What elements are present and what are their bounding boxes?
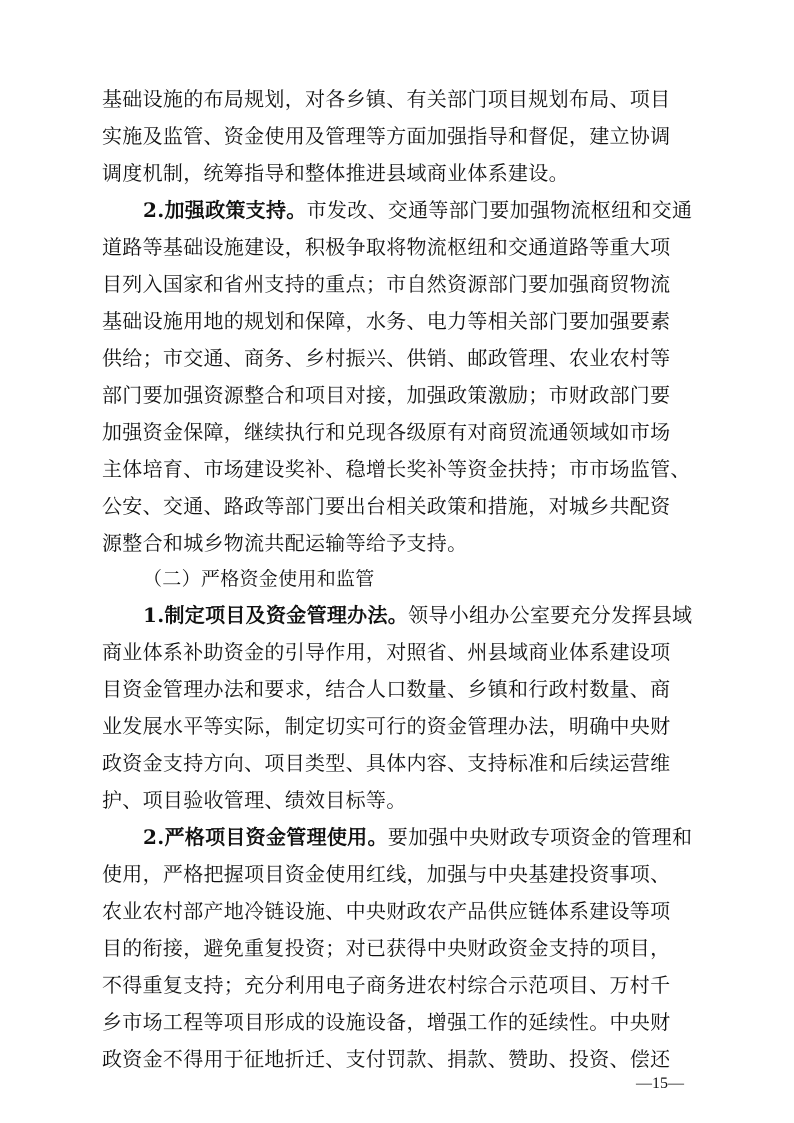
page-number: —15— [636,1075,684,1092]
paragraph-text: 领导小组办公室要充分发挥县域 [408,603,693,627]
paragraph-text: 市发改、交通等部门要加强物流枢纽和交通 [306,198,693,222]
paragraph-line: 护、项目验收管理、绩效目标等。 [102,788,407,812]
paragraph-line: 业发展水平等实际，制定切实可行的资金管理办法，明确中央财 [102,714,671,738]
paragraph-line: 乡市场工程等项目形成的设施设备，增强工作的延续性。中央财 [102,1010,671,1034]
paragraph-line: 目列入国家和省州支持的重点；市自然资源部门要加强商贸物流 [102,272,671,296]
paragraph-heading: 2.加强政策支持。 [143,198,307,222]
paragraph-line: 商业体系补助资金的引导作用，对照省、州县域商业体系建设项 [102,640,671,664]
paragraph-first-line [143,600,703,630]
paragraph-line: 实施及监管、资金使用及管理等方面加强指导和督促，建立协调 [102,124,671,148]
paragraph-line: 源整合和城乡物流共配运输等给予支持。 [102,531,468,555]
paragraph-line: 供给；市交通、商务、乡村振兴、供销、邮政管理、农业农村等 [102,346,671,370]
paragraph-line: 加强资金保障，继续执行和兑现各级原有对商贸流通领域如市场 [102,420,671,444]
paragraph-line: 调度机制，统筹指导和整体推进县域商业体系建设。 [102,161,569,185]
paragraph-line: 基础设施用地的规划和保障，水务、电力等相关部门要加强要素 [102,309,671,333]
paragraph-line: 农业农村部产地冷链设施、中央财政农产品供应链体系建设等项 [102,899,671,923]
paragraph-line: 政资金支持方向、项目类型、具体内容、支持标准和后续运营维 [102,751,671,775]
paragraph-line: 目资金管理办法和要求，结合人口数量、乡镇和行政村数量、商 [102,677,671,701]
section-heading: （二）严格资金使用和监管 [143,568,375,590]
paragraph-line: 不得重复支持；充分利用电子商务进农村综合示范项目、万村千 [102,973,671,997]
paragraph-line: 政资金不得用于征地折迁、支付罚款、捐款、赞助、投资、偿还 [102,1047,671,1071]
paragraph-line: 公安、交通、路政等部门要出台相关政策和措施，对城乡共配资 [102,494,671,518]
paragraph-line: 基础设施的布局规划，对各乡镇、有关部门项目规划布局、项目 [102,87,671,111]
paragraph-line: 部门要加强资源整合和项目对接，加强政策激励；市财政部门要 [102,383,671,407]
paragraph-heading: 1.制定项目及资金管理办法。 [143,603,409,627]
paragraph-first-line [143,822,703,852]
paragraph-line: 使用，严格把握项目资金使用红线，加强与中央基建投资事项、 [102,862,671,886]
paragraph-line: 目的衔接，避免重复投资；对已获得中央财政资金支持的项目， [102,936,671,960]
paragraph-line: 主体培育、市场建设奖补、稳增长奖补等资金扶持；市市场监管、 [102,457,691,481]
paragraph-heading: 2.严格项目资金管理使用。 [143,825,388,849]
paragraph-line: 道路等基础设施建设，积极争取将物流枢纽和交通道路等重大项 [102,235,671,259]
paragraph-text: 要加强中央财政专项资金的管理和 [387,825,693,849]
paragraph-first-line [143,195,703,225]
